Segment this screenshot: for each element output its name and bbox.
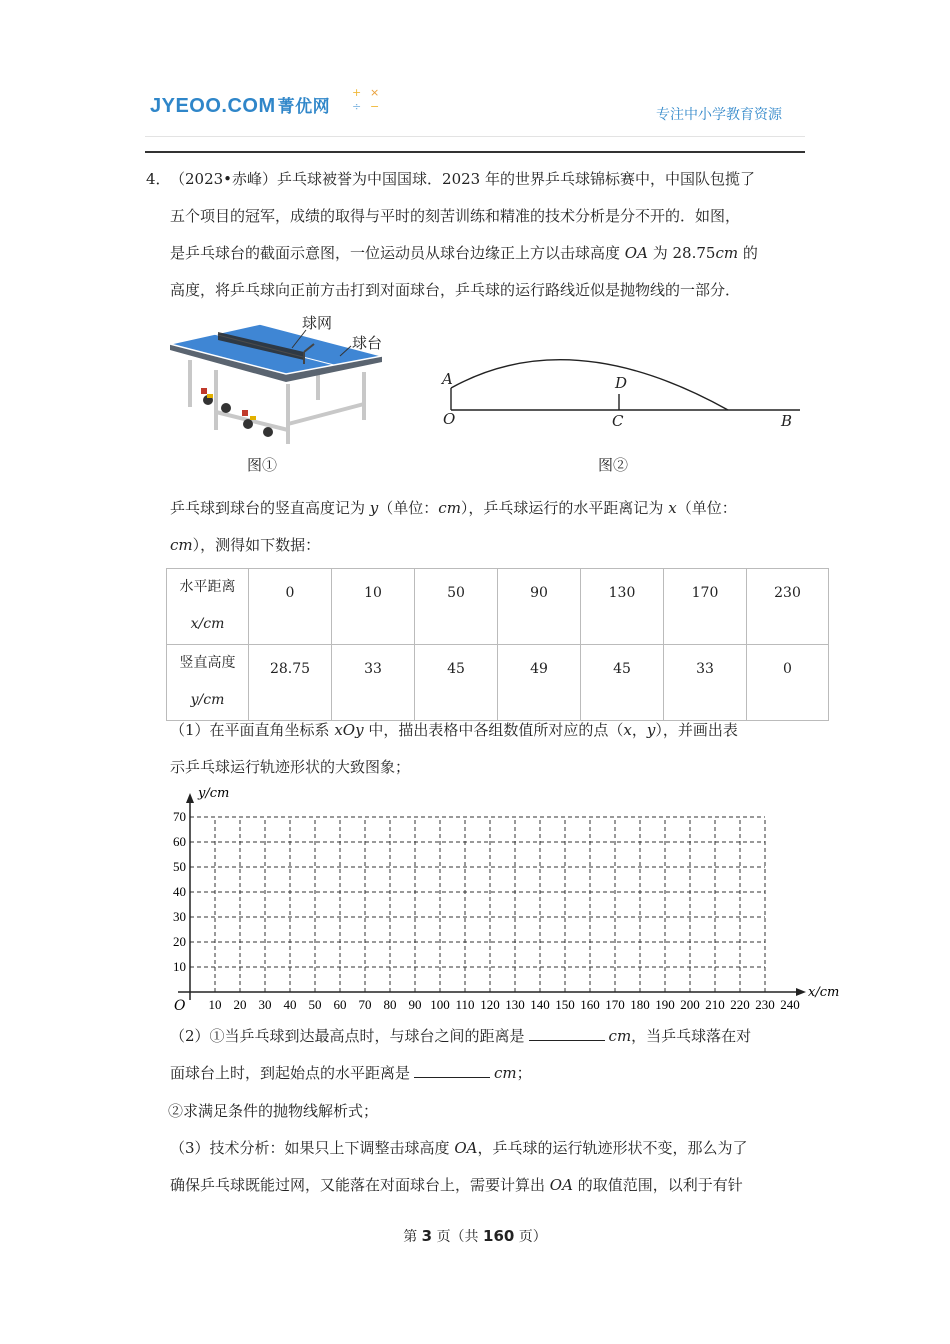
m-cm2: cm <box>170 536 193 554</box>
point-a-label: A <box>442 370 453 388</box>
part-3-line-2 <box>170 1167 810 1204</box>
row-header-x <box>167 569 249 645</box>
x-tick-label: 170 <box>605 997 625 1012</box>
m-a: 乒乓球到球台的竖直高度记为 <box>170 499 366 517</box>
figure-2-caption: 图② <box>598 456 629 474</box>
p1-y: y <box>646 721 656 739</box>
logo-math-ops <box>352 86 388 114</box>
axes <box>178 793 806 1000</box>
net-label: 球网 <box>302 314 333 332</box>
p1-x: x <box>623 721 632 739</box>
y-tick-label: 10 <box>173 959 186 974</box>
trajectory-parabola <box>451 360 728 410</box>
table-label: 球台 <box>352 334 383 352</box>
part-3-text <box>170 1130 810 1204</box>
question-line-2: 五个项目的冠军，成绩的取得与平时的刻苦训练和精准的技术分析是分不开的．如图， <box>170 207 741 225</box>
minus-icon: − <box>370 100 380 113</box>
table-cell: 28.75 <box>249 645 332 721</box>
part-1-text <box>170 712 810 786</box>
table-cell: 45 <box>415 645 498 721</box>
p3-b: ，乒乓球的运行轨迹形状不变，那么为了 <box>477 1139 748 1157</box>
y-axis-label: y/cm <box>198 786 230 801</box>
logo-cn-text: 菁优网 <box>277 97 331 116</box>
figure-2 <box>440 352 810 432</box>
x-tick-label: 90 <box>408 997 422 1012</box>
m-cm: cm <box>438 499 461 517</box>
x-tick-label: 20 <box>233 997 247 1012</box>
row-unit-x: x/cm <box>190 616 225 632</box>
origin-label: O <box>174 998 186 1014</box>
table-cell: 45 <box>581 645 664 721</box>
footer-pre: 第 <box>403 1229 418 1245</box>
table-row <box>167 569 829 645</box>
x-tick-label: 160 <box>580 997 600 1012</box>
row-label-x: 水平距离 <box>179 579 236 595</box>
page-total: 160 <box>483 1227 515 1245</box>
y-tick-label: 60 <box>173 834 186 849</box>
y-axis-arrow-icon <box>186 793 194 803</box>
table-cell: 230 <box>747 569 829 645</box>
x-tick-label: 180 <box>630 997 650 1012</box>
x-tick-label: 190 <box>655 997 675 1012</box>
m-e: ），测得如下数据： <box>192 536 321 554</box>
part-2-line-2 <box>170 1055 810 1092</box>
part-1-line-1 <box>170 712 810 749</box>
row-label-y: 竖直高度 <box>179 655 236 671</box>
y-tick-labels <box>173 809 186 974</box>
x-tick-label: 80 <box>383 997 397 1012</box>
point-o-label: O <box>443 410 456 428</box>
grid-lines <box>190 817 765 992</box>
point-b-label: B <box>781 412 793 430</box>
x-tick-label: 200 <box>680 997 700 1012</box>
question-text <box>170 161 810 309</box>
x-tick-label: 110 <box>455 997 475 1012</box>
point-c-label: C <box>612 412 624 430</box>
trajectory-diagram <box>440 352 810 432</box>
part-2-line-3: ②求满足条件的抛物线解析式； <box>168 1102 379 1120</box>
y-tick-label: 20 <box>173 934 186 949</box>
measure-line-1 <box>170 490 810 527</box>
table-cell: 130 <box>581 569 664 645</box>
x-tick-label: 220 <box>730 997 750 1012</box>
x-tick-label: 130 <box>505 997 525 1012</box>
part-2-text <box>170 1018 810 1092</box>
part-1-line-2: 示乒乓球运行轨迹形状的大致图象； <box>170 758 411 776</box>
table-cell: 170 <box>664 569 747 645</box>
x-tick-label: 30 <box>258 997 272 1012</box>
p2-c: 面球台上时，到起始点的水平距离是 <box>170 1064 411 1082</box>
divide-icon: ÷ <box>352 100 362 113</box>
q-line3-a: 是乒乓球台的截面示意图，一位运动员从球台边缘正上方以击球高度 <box>170 244 621 262</box>
footer-post: 页） <box>518 1229 547 1245</box>
table-cell: 0 <box>747 645 829 721</box>
logo-text: JYEOO.COM <box>150 95 276 117</box>
measure-line-2 <box>170 527 810 564</box>
question-line-4: 高度，将乒乓球向正前方击打到对面球台，乒乓球的运行路线近似是抛物线的一部分． <box>170 281 741 299</box>
m-c: ），乒乓球运行的水平距离记为 <box>460 499 664 517</box>
header-divider-light <box>145 136 805 137</box>
x-tick-label: 50 <box>308 997 322 1012</box>
x-tick-label: 100 <box>430 997 450 1012</box>
y-tick-label: 30 <box>173 909 186 924</box>
x-tick-label: 230 <box>755 997 775 1012</box>
table-cell: 49 <box>498 645 581 721</box>
q-line3-b: 为 28.75 <box>652 244 716 262</box>
part-3-line-1 <box>170 1130 810 1167</box>
row-unit-y: y/cm <box>190 692 225 708</box>
part-2-line-1 <box>170 1018 810 1055</box>
question-line-1: （2023•赤峰）乒乓球被誉为中国国球．2023 年的世界乒乓球锦标赛中，中国队包揽了 <box>170 170 755 188</box>
answer-blank-2[interactable] <box>414 1063 490 1078</box>
point-d-label: D <box>615 374 628 392</box>
p2-b: ，当乒乓球落在对 <box>631 1027 752 1045</box>
x-tick-label: 150 <box>555 997 575 1012</box>
x-tick-label: 10 <box>208 997 222 1012</box>
p2-a: （2）①当乒乓球到达最高点时，与球台之间的距离是 <box>170 1027 525 1045</box>
q-oa: OA <box>624 244 648 262</box>
p3-oa2: OA <box>549 1176 573 1194</box>
table-row <box>167 645 829 721</box>
x-tick-label: 60 <box>333 997 347 1012</box>
p3-oa: OA <box>454 1139 478 1157</box>
times-icon: × <box>370 86 380 99</box>
x-tick-label: 210 <box>705 997 725 1012</box>
x-tick-label: 140 <box>530 997 550 1012</box>
table-cell: 0 <box>249 569 332 645</box>
x-tick-label: 120 <box>480 997 500 1012</box>
p3-d: 的取值范围，以利于有针 <box>577 1176 743 1194</box>
question-number: 4． <box>146 170 171 188</box>
y-tick-label: 70 <box>173 809 186 824</box>
x-tick-label: 40 <box>283 997 297 1012</box>
m-y: y <box>369 499 379 517</box>
p1-a: （1）在平面直角坐标系 <box>170 721 330 739</box>
data-table <box>166 568 829 721</box>
m-d: （单位： <box>676 499 737 517</box>
coordinate-grid <box>160 782 860 1014</box>
p2-cm1: cm <box>608 1027 632 1045</box>
footer-mid: 页（共 <box>436 1229 479 1245</box>
p2-d: ； <box>516 1064 532 1082</box>
x-axis-label: x/cm <box>808 985 840 1000</box>
question-line-3 <box>170 235 810 272</box>
m-b: （单位： <box>378 499 439 517</box>
table-cell: 10 <box>332 569 415 645</box>
x-tick-label: 70 <box>358 997 372 1012</box>
x-axis-arrow-icon <box>796 988 806 996</box>
x-tick-label: 240 <box>780 997 800 1012</box>
p3-a: （3）技术分析：如果只上下调整击球高度 <box>170 1139 450 1157</box>
p1-b: 中，描出表格中各组数值所对应的点（ <box>368 721 624 739</box>
site-logo <box>150 92 330 118</box>
table-cell: 90 <box>498 569 581 645</box>
header-slogan: 专注中小学教育资源 <box>656 107 782 123</box>
answer-blank-1[interactable] <box>529 1026 605 1041</box>
plus-icon: + <box>352 86 362 99</box>
figure-1-caption: 图① <box>247 456 278 474</box>
m-x: x <box>668 499 677 517</box>
header-divider <box>145 151 805 153</box>
q-line3-c: 的 <box>742 244 758 262</box>
page-number: 3 <box>421 1227 433 1245</box>
p1-c: ），并画出表 <box>655 721 738 739</box>
p3-c: 确保乒乓球既能过网，又能落在对面球台上，需要计算出 <box>170 1176 546 1194</box>
y-tick-label: 40 <box>173 884 186 899</box>
row-header-y <box>167 645 249 721</box>
p1-xoy: xOy <box>334 721 364 739</box>
q-cm: cm <box>715 244 739 262</box>
table-cell: 33 <box>664 645 747 721</box>
page-footer <box>0 1226 950 1246</box>
table-cell: 50 <box>415 569 498 645</box>
figure-1 <box>168 312 393 452</box>
p1-comma: ， <box>631 721 647 739</box>
x-tick-labels <box>209 997 800 1012</box>
measure-text <box>170 490 810 564</box>
y-tick-label: 50 <box>173 859 186 874</box>
p2-cm2: cm <box>494 1064 517 1082</box>
table-cell: 33 <box>332 645 415 721</box>
